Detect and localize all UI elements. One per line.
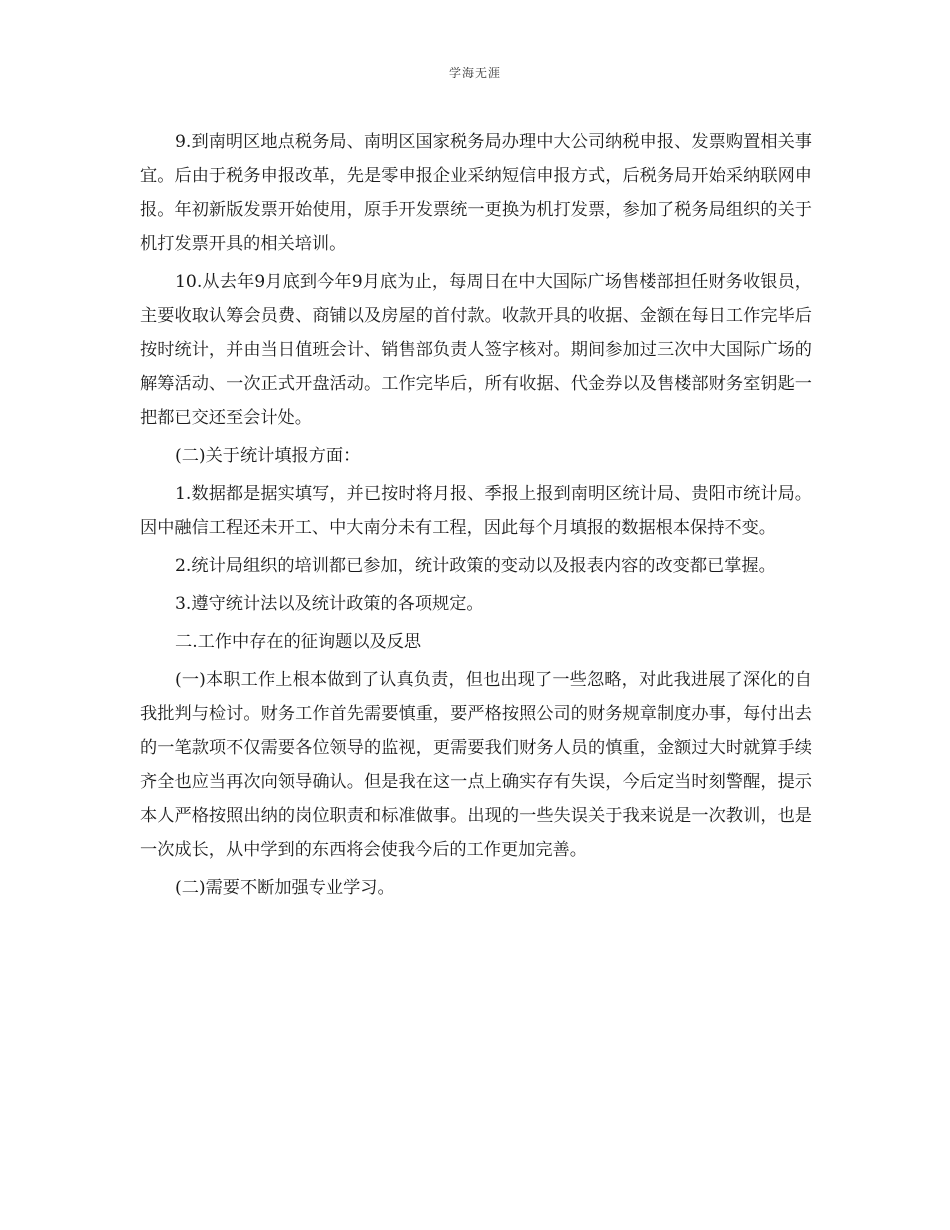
document-body bbox=[140, 125, 812, 909]
paragraph-stat-2: 2.统计局组织的培训都已参加，统计政策的变动以及报表内容的改变都已掌握。 bbox=[175, 556, 776, 576]
paragraph-item-9: 9.到南明区地点税务局、南明区国家税务局办理中大公司纳税申报、发票购置相关事宜。后由于税务申报改革，先是零申报企业采纳短信申报方式，后税务局开始采纳联网申报。年初新版发票开始使用，原手开发票统一更换为机打发票，参加了税务局组织的关于机打发票开具的相关培训。 bbox=[140, 132, 812, 254]
section-heading-problems: 二.工作中存在的征询题以及反思 bbox=[175, 632, 422, 652]
paragraph-item-10: 10.从去年9月底到今年9月底为止，每周日在中大国际广场售楼部担任财务收银员，主要收取认筹会员费、商铺以及房屋的首付款。收款开具的收据、金额在每日工作完毕后按时统计，并由当日值班会计、销售部负责人签字核对。期间参加过三次中大国际广场的解筹活动、一次正式开盘活动。工作完毕后，所有收据、代金券以及售楼部财务室钥匙一把都已交还至会计处。 bbox=[140, 272, 812, 428]
paragraph-problem-1: (一)本职工作上根本做到了认真负责，但也出现了一些忽略，对此我进展了深化的自我批判与检讨。财务工作首先需要慎重，要严格按照公司的财务规章制度办事，每付出去的一笔款项不仅需要各位领导的监视，更需要我们财务人员的慎重，金额过大时就算手续齐全也应当再次向领导确认。但是我在这一点上确实存有失误，今后定当时刻警醒，提示本人严格按照出纳的岗位职责和标准做事。出现的一些失误关于我来说是一次教训，也是一次成长，从中学到的东西将会使我今后的工作更加完善。 bbox=[140, 670, 812, 860]
section-heading-statistics: (二)关于统计填报方面： bbox=[175, 446, 361, 466]
paragraph-stat-3: 3.遵守统计法以及统计政策的各项规定。 bbox=[175, 594, 484, 614]
page-header: 学海无涯 bbox=[448, 66, 501, 80]
paragraph-stat-1: 1.数据都是据实填写，并已按时将月报、季报上报到南明区统计局、贵阳市统计局。因中融信工程还未开工、中大南分未有工程，因此每个月填报的数据根本保持不变。 bbox=[140, 484, 812, 538]
paragraph-problem-2: (二)需要不断加强专业学习。 bbox=[175, 878, 395, 898]
